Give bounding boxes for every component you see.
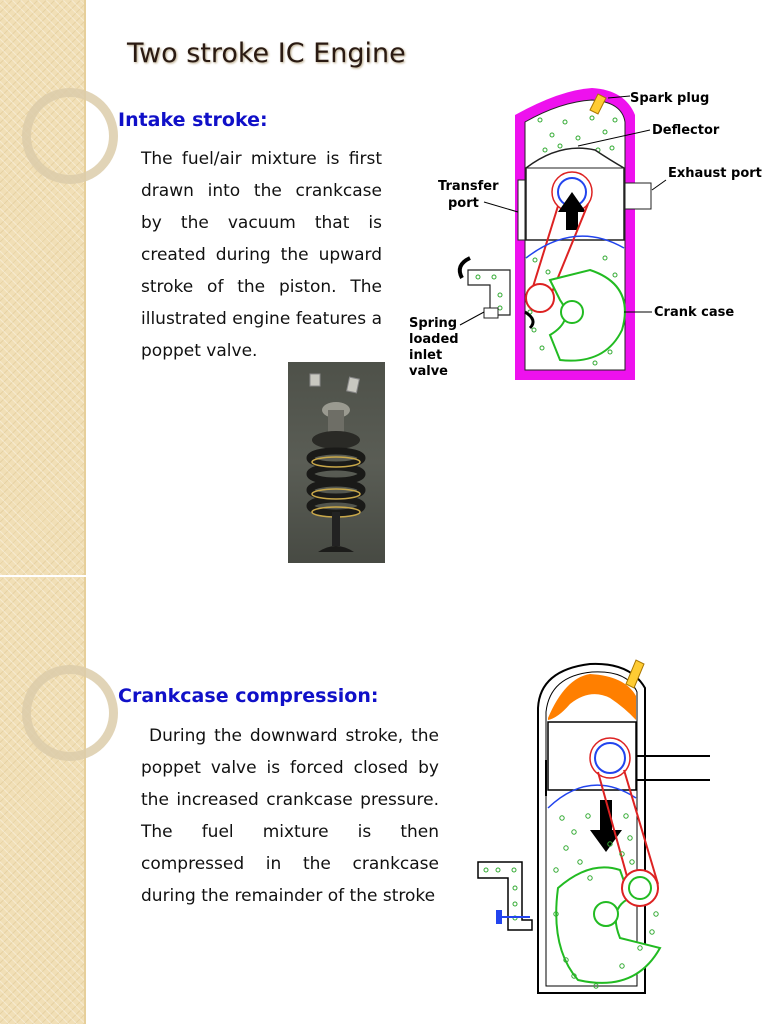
crankcase-compression-heading: Crankcase compression:	[118, 685, 379, 707]
intake-stroke-text: The fuel/air mixture is first drawn into the crankcase by the vacuum that is created during the upward stroke of the piston. The illustrated engine features a poppet valve.	[141, 149, 382, 361]
valve-photo-image	[288, 362, 385, 563]
label-inlet-line4: valve	[409, 364, 448, 379]
poppet-valve-photo	[288, 362, 385, 563]
label-crank-case: Crank case	[654, 305, 735, 320]
decorative-ring-bottom	[22, 665, 118, 761]
label-spark-plug: Spark plug	[630, 91, 710, 106]
intake-stroke-paragraph	[141, 143, 382, 367]
label-inlet-line1: Spring	[409, 316, 458, 331]
transfer-port	[518, 180, 525, 240]
poppet-valve	[496, 910, 502, 924]
label-exhaust-port: Exhaust port	[668, 166, 762, 181]
label-inlet-line2: loaded	[409, 332, 459, 347]
decorative-ring-top	[22, 88, 118, 184]
crankshaft	[561, 301, 583, 323]
crankshaft	[594, 902, 618, 926]
exhaust-port	[625, 183, 651, 209]
page-title: Two stroke IC Engine	[127, 38, 406, 69]
intake-stroke-diagram	[400, 80, 768, 385]
crankcase-compression-text: During the downward stroke, the poppet valve is forced closed by the increased crankcase pressure. The fuel mixture is then compressed in the crankcase during the remainder of the stroke	[141, 726, 439, 906]
label-transfer-line2: port	[448, 196, 479, 211]
intake-stroke-heading: Intake stroke:	[118, 109, 268, 131]
poppet-valve	[484, 308, 498, 318]
label-inlet-line3: inlet	[409, 348, 443, 363]
crankcase-compression-diagram	[470, 648, 768, 1000]
decorative-side-strip	[0, 0, 86, 1024]
wrist-pin	[595, 743, 625, 773]
label-transfer-line1: Transfer	[438, 179, 499, 194]
crankcase-compression-paragraph	[141, 720, 439, 912]
slide-divider	[0, 575, 86, 577]
label-deflector: Deflector	[652, 123, 720, 138]
